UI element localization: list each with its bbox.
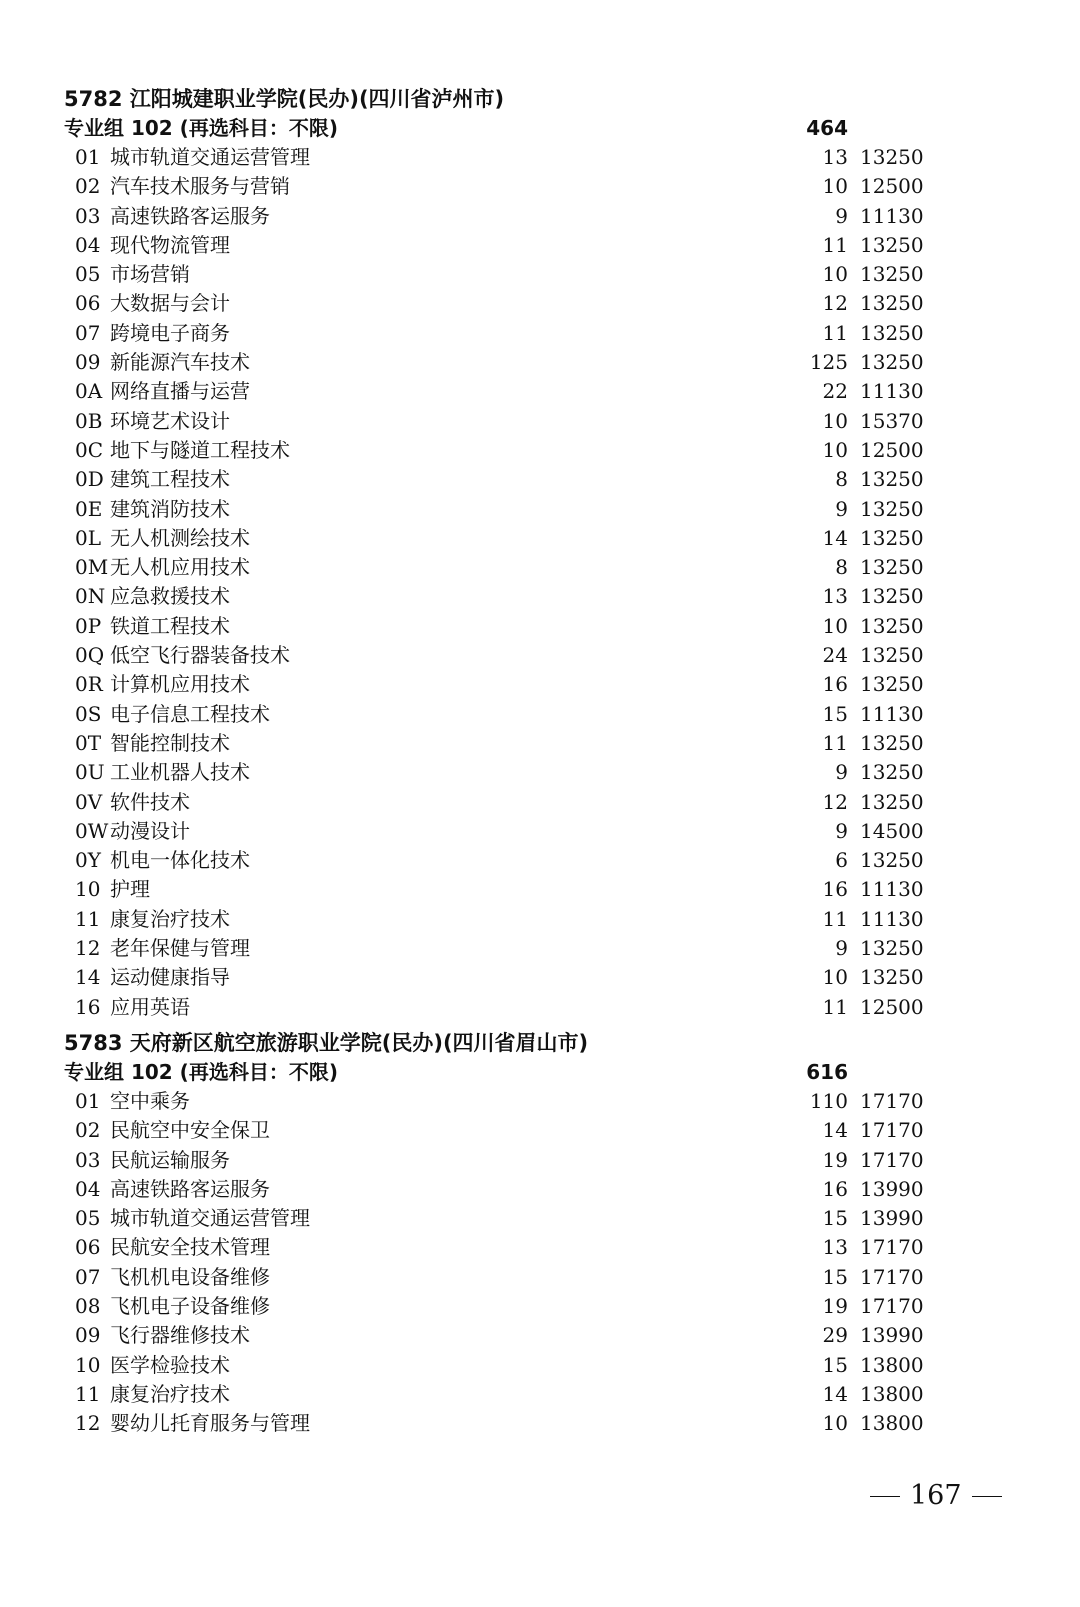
major-row xyxy=(0,993,1080,1022)
major-plan-count: 13 xyxy=(822,1235,848,1260)
major-name: 飞机电子设备维修 xyxy=(110,1293,270,1318)
major-code: 04 xyxy=(75,232,101,257)
major-name: 婴幼儿托育服务与管理 xyxy=(110,1411,310,1436)
major-plan-count: 10 xyxy=(822,437,848,462)
major-name: 计算机应用技术 xyxy=(110,672,250,697)
major-tuition-fee: 17170 xyxy=(860,1235,924,1260)
major-row xyxy=(0,143,1080,172)
major-plan-count: 19 xyxy=(822,1147,848,1172)
major-row xyxy=(0,1146,1080,1175)
major-name: 现代物流管理 xyxy=(110,232,230,257)
major-plan-count: 16 xyxy=(822,672,848,697)
major-name: 民航安全技术管理 xyxy=(110,1235,270,1260)
major-tuition-fee: 11130 xyxy=(860,877,924,902)
major-plan-count: 13 xyxy=(822,145,848,169)
major-tuition-fee: 13250 xyxy=(860,145,924,169)
major-plan-count: 15 xyxy=(822,701,848,726)
major-name: 高速铁路客运服务 xyxy=(110,203,270,228)
major-code: 0L xyxy=(75,525,102,550)
major-row xyxy=(0,553,1080,582)
major-code: 10 xyxy=(75,877,101,902)
major-name: 大数据与会计 xyxy=(110,291,230,316)
major-tuition-fee: 13250 xyxy=(860,320,924,345)
major-plan-count: 19 xyxy=(822,1293,848,1318)
major-code: 03 xyxy=(75,203,101,228)
major-tuition-fee: 13250 xyxy=(860,291,924,316)
major-tuition-fee: 13250 xyxy=(860,760,924,785)
page-footer xyxy=(860,1476,1012,1516)
major-code: 12 xyxy=(75,1411,101,1436)
footer-dash-left xyxy=(870,1496,900,1497)
page-number: 167 xyxy=(910,1480,962,1511)
major-code: 04 xyxy=(75,1176,101,1201)
major-row xyxy=(0,377,1080,406)
major-plan-count: 11 xyxy=(822,906,848,931)
major-tuition-fee: 12500 xyxy=(860,174,924,199)
major-tuition-fee: 13250 xyxy=(860,496,924,521)
major-name: 低空飞行器装备技术 xyxy=(110,643,290,668)
major-code: 11 xyxy=(75,1381,101,1406)
major-row xyxy=(0,1351,1080,1380)
major-row xyxy=(0,231,1080,260)
major-plan-count: 14 xyxy=(822,1381,848,1406)
major-tuition-fee: 13250 xyxy=(860,730,924,755)
major-plan-count: 10 xyxy=(822,408,848,433)
major-plan-count: 16 xyxy=(822,877,848,902)
major-tuition-fee: 13250 xyxy=(860,467,924,492)
major-name: 高速铁路客运服务 xyxy=(110,1176,270,1201)
major-name: 机电一体化技术 xyxy=(110,848,250,873)
major-code: 0N xyxy=(75,584,106,609)
major-name: 动漫设计 xyxy=(110,818,190,843)
major-plan-count: 10 xyxy=(822,262,848,287)
major-name: 飞行器维修技术 xyxy=(110,1323,250,1348)
major-tuition-fee: 13250 xyxy=(860,643,924,668)
major-row xyxy=(0,817,1080,846)
major-name: 康复治疗技术 xyxy=(110,1381,230,1406)
major-group-row xyxy=(0,114,1080,143)
major-row xyxy=(0,202,1080,231)
major-tuition-fee: 11130 xyxy=(860,701,924,726)
major-code: 07 xyxy=(75,320,101,345)
major-code: 0B xyxy=(75,408,103,433)
group-total-plan: 616 xyxy=(806,1059,848,1084)
major-code: 06 xyxy=(75,291,101,316)
major-plan-count: 10 xyxy=(822,965,848,990)
major-plan-count: 9 xyxy=(835,936,848,961)
major-row xyxy=(0,934,1080,963)
major-row xyxy=(0,289,1080,318)
major-row xyxy=(0,1204,1080,1233)
major-plan-count: 12 xyxy=(822,789,848,814)
major-code: 05 xyxy=(75,1206,101,1231)
major-plan-count: 110 xyxy=(809,1088,848,1113)
major-code: 0E xyxy=(75,496,103,521)
major-plan-count: 15 xyxy=(822,1352,848,1377)
major-tuition-fee: 12500 xyxy=(860,994,924,1019)
major-tuition-fee: 13250 xyxy=(860,350,924,375)
major-tuition-fee: 11130 xyxy=(860,379,924,404)
major-tuition-fee: 13800 xyxy=(860,1381,924,1406)
major-name: 飞机机电设备维修 xyxy=(110,1264,270,1289)
major-row xyxy=(0,524,1080,553)
school-block xyxy=(0,84,1080,1022)
major-plan-count: 8 xyxy=(835,467,848,492)
major-code: 0Q xyxy=(75,643,105,668)
major-name: 软件技术 xyxy=(110,789,190,814)
major-tuition-fee: 15370 xyxy=(860,408,924,433)
major-plan-count: 16 xyxy=(822,1176,848,1201)
major-name: 铁道工程技术 xyxy=(110,613,230,638)
major-plan-count: 12 xyxy=(822,291,848,316)
major-plan-count: 14 xyxy=(822,1118,848,1143)
school-header: 5783 天府新区航空旅游职业学院(民办)(四川省眉山市) xyxy=(64,1030,589,1055)
major-code: 0T xyxy=(75,730,102,755)
major-code: 0C xyxy=(75,437,104,462)
group-label: 专业组 102 (再选科目：不限) xyxy=(64,1059,338,1084)
major-code: 09 xyxy=(75,1323,101,1348)
major-tuition-fee: 13250 xyxy=(860,232,924,257)
major-code: 0A xyxy=(75,379,103,404)
major-row xyxy=(0,1116,1080,1145)
major-code: 08 xyxy=(75,1293,101,1318)
major-name: 环境艺术设计 xyxy=(110,408,230,433)
major-name: 民航运输服务 xyxy=(110,1147,230,1172)
major-tuition-fee: 13250 xyxy=(860,936,924,961)
major-name: 电子信息工程技术 xyxy=(110,701,270,726)
major-name: 跨境电子商务 xyxy=(110,320,230,345)
major-row xyxy=(0,1380,1080,1409)
group-total-plan: 464 xyxy=(806,116,848,140)
major-plan-count: 11 xyxy=(822,320,848,345)
major-name: 网络直播与运营 xyxy=(110,379,250,404)
major-plan-count: 15 xyxy=(822,1206,848,1231)
major-tuition-fee: 11130 xyxy=(860,203,924,228)
major-tuition-fee: 13250 xyxy=(860,525,924,550)
major-tuition-fee: 17170 xyxy=(860,1088,924,1113)
major-row xyxy=(0,1087,1080,1116)
major-row xyxy=(0,612,1080,641)
major-plan-count: 6 xyxy=(835,848,848,873)
major-code: 01 xyxy=(75,1088,101,1113)
major-code: 01 xyxy=(75,145,101,169)
major-name: 工业机器人技术 xyxy=(110,760,250,785)
major-plan-count: 125 xyxy=(809,350,848,375)
major-name: 无人机测绘技术 xyxy=(110,525,250,550)
major-row xyxy=(0,1409,1080,1438)
major-plan-count: 9 xyxy=(835,496,848,521)
school-block xyxy=(0,1028,1080,1439)
major-code: 0D xyxy=(75,467,104,492)
major-plan-count: 9 xyxy=(835,760,848,785)
major-plan-count: 10 xyxy=(822,174,848,199)
major-code: 0U xyxy=(75,760,105,785)
major-name: 应急救援技术 xyxy=(110,584,230,609)
major-tuition-fee: 17170 xyxy=(860,1293,924,1318)
major-row xyxy=(0,788,1080,817)
major-name: 应用英语 xyxy=(110,994,190,1019)
major-row xyxy=(0,172,1080,201)
major-plan-count: 15 xyxy=(822,1264,848,1289)
major-row xyxy=(0,495,1080,524)
major-row xyxy=(0,670,1080,699)
major-plan-count: 11 xyxy=(822,730,848,755)
major-name: 医学检验技术 xyxy=(110,1352,230,1377)
footer-dash-right xyxy=(972,1496,1002,1497)
major-tuition-fee: 13990 xyxy=(860,1323,924,1348)
major-code: 0P xyxy=(75,613,102,638)
major-row xyxy=(0,1321,1080,1350)
major-plan-count: 29 xyxy=(822,1323,848,1348)
major-code: 09 xyxy=(75,350,101,375)
major-name: 无人机应用技术 xyxy=(110,555,250,580)
major-code: 14 xyxy=(75,965,101,990)
major-code: 02 xyxy=(75,174,101,199)
major-tuition-fee: 13990 xyxy=(860,1206,924,1231)
major-code: 02 xyxy=(75,1118,101,1143)
major-row xyxy=(0,348,1080,377)
major-name: 民航空中安全保卫 xyxy=(110,1118,270,1143)
major-tuition-fee: 14500 xyxy=(860,818,924,843)
major-name: 建筑消防技术 xyxy=(110,496,230,521)
major-row xyxy=(0,875,1080,904)
major-plan-count: 22 xyxy=(822,379,848,404)
major-row xyxy=(0,1292,1080,1321)
major-tuition-fee: 13250 xyxy=(860,789,924,814)
major-tuition-fee: 13250 xyxy=(860,262,924,287)
major-row xyxy=(0,436,1080,465)
major-name: 新能源汽车技术 xyxy=(110,350,250,375)
major-code: 16 xyxy=(75,994,101,1019)
major-row xyxy=(0,758,1080,787)
major-code: 07 xyxy=(75,1264,101,1289)
major-tuition-fee: 13250 xyxy=(860,965,924,990)
major-tuition-fee: 13250 xyxy=(860,672,924,697)
major-name: 护理 xyxy=(110,877,150,902)
major-tuition-fee: 13990 xyxy=(860,1176,924,1201)
school-header: 5782 江阳城建职业学院(民办)(四川省泸州市) xyxy=(64,87,505,111)
major-name: 市场营销 xyxy=(110,262,190,287)
major-name: 城市轨道交通运营管理 xyxy=(110,145,310,169)
group-label: 专业组 102 (再选科目：不限) xyxy=(64,116,338,140)
major-group-row xyxy=(0,1058,1080,1087)
major-row xyxy=(0,1263,1080,1292)
major-row xyxy=(0,319,1080,348)
major-plan-count: 14 xyxy=(822,525,848,550)
major-row xyxy=(0,465,1080,494)
major-code: 0M xyxy=(75,555,109,580)
major-row xyxy=(0,963,1080,992)
major-code: 05 xyxy=(75,262,101,287)
major-code: 0S xyxy=(75,701,102,726)
major-row xyxy=(0,905,1080,934)
major-row xyxy=(0,407,1080,436)
major-plan-count: 10 xyxy=(822,613,848,638)
major-code: 0W xyxy=(75,818,109,843)
major-tuition-fee: 13800 xyxy=(860,1411,924,1436)
major-code: 03 xyxy=(75,1147,101,1172)
major-name: 康复治疗技术 xyxy=(110,906,230,931)
major-code: 12 xyxy=(75,936,101,961)
major-plan-count: 10 xyxy=(822,1411,848,1436)
major-name: 建筑工程技术 xyxy=(110,467,230,492)
major-code: 11 xyxy=(75,906,101,931)
major-name: 智能控制技术 xyxy=(110,730,230,755)
major-tuition-fee: 13250 xyxy=(860,555,924,580)
major-row xyxy=(0,700,1080,729)
major-name: 城市轨道交通运营管理 xyxy=(110,1206,310,1231)
major-row xyxy=(0,846,1080,875)
major-plan-count: 24 xyxy=(822,643,848,668)
major-name: 汽车技术服务与营销 xyxy=(110,174,290,199)
major-row xyxy=(0,260,1080,289)
major-row xyxy=(0,1233,1080,1262)
major-tuition-fee: 13800 xyxy=(860,1352,924,1377)
major-plan-count: 11 xyxy=(822,994,848,1019)
major-row xyxy=(0,641,1080,670)
major-plan-count: 9 xyxy=(835,818,848,843)
major-tuition-fee: 12500 xyxy=(860,437,924,462)
major-plan-count: 13 xyxy=(822,584,848,609)
major-tuition-fee: 11130 xyxy=(860,906,924,931)
major-row xyxy=(0,1175,1080,1204)
major-tuition-fee: 13250 xyxy=(860,848,924,873)
major-tuition-fee: 13250 xyxy=(860,584,924,609)
document-body xyxy=(0,84,1080,1438)
major-code: 0R xyxy=(75,672,103,697)
major-plan-count: 11 xyxy=(822,232,848,257)
major-row xyxy=(0,582,1080,611)
major-name: 老年保健与管理 xyxy=(110,936,250,961)
major-code: 06 xyxy=(75,1235,101,1260)
major-code: 0V xyxy=(75,789,103,814)
major-plan-count: 8 xyxy=(835,555,848,580)
major-code: 0Y xyxy=(75,848,101,873)
major-tuition-fee: 17170 xyxy=(860,1147,924,1172)
major-plan-count: 9 xyxy=(835,203,848,228)
major-name: 地下与隧道工程技术 xyxy=(110,437,290,462)
major-tuition-fee: 13250 xyxy=(860,613,924,638)
major-tuition-fee: 17170 xyxy=(860,1264,924,1289)
major-code: 10 xyxy=(75,1352,101,1377)
major-name: 运动健康指导 xyxy=(110,965,230,990)
major-tuition-fee: 17170 xyxy=(860,1118,924,1143)
major-name: 空中乘务 xyxy=(110,1088,190,1113)
major-row xyxy=(0,729,1080,758)
